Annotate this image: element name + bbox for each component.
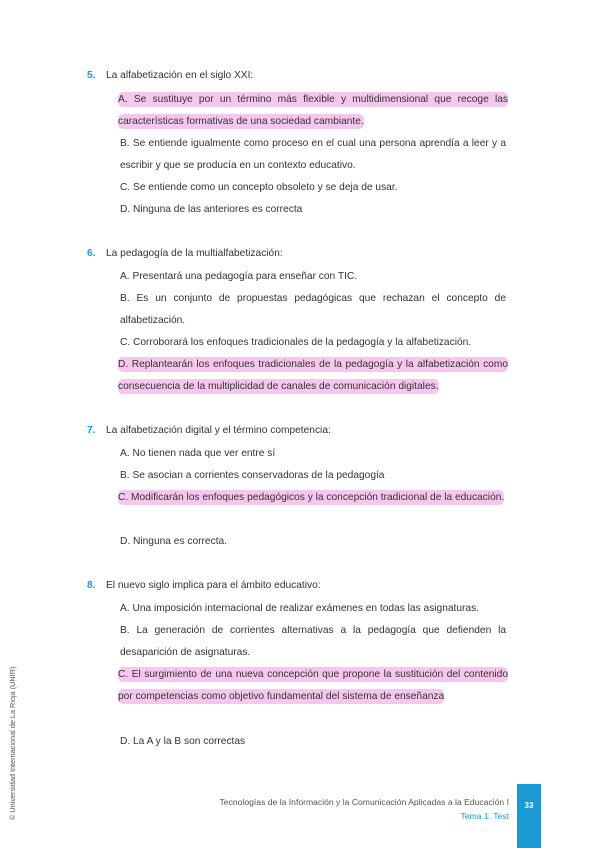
question-6-option-d[interactable]: D. Replantearán los enfoques tradicionales de la pedagogía y la alfabetización como consecuencia de la multiplicidad de canales de comunicación digitales. (118, 359, 508, 392)
question-7-option-c[interactable]: C. Modificarán los enfoques pedagógicos y la concepción tradicional de la educación. (118, 492, 505, 503)
question-7-option-d[interactable]: D. Ninguna es correcta. (120, 536, 228, 547)
footer-course-title: Tecnologías de la Información y la Comunicación Aplicadas a la Educación I (219, 797, 509, 807)
question-6-option-c[interactable]: C. Corroborará los enfoques tradicionales de la pedagogía y la alfabetización. (120, 337, 472, 348)
page-number-tab (517, 784, 541, 848)
question-5-option-d[interactable]: D. Ninguna de las anteriores es correcta (120, 204, 303, 215)
footer-tema: Tema 1. Test (460, 811, 509, 821)
question-7-option-b[interactable]: B. Se asocian a corrientes conservadoras de la pedagogía (120, 470, 385, 481)
question-8-option-a[interactable]: A. Una imposición internacional de realizar exámenes en todas las asignaturas. (120, 603, 480, 614)
question-6-option-a[interactable]: A. Presentará una pedagogía para enseñar con TIC. (120, 271, 358, 282)
question-7-option-a[interactable]: A. No tienen nada que ver entre sí (120, 448, 276, 459)
page-number: 33 (524, 801, 534, 810)
copyright-notice: © Universidad Internacional de La Rioja (UNIR) (8, 666, 17, 820)
question-5-option-b[interactable]: B. Se entiende igualmente como proceso en el cual una persona aprendía a leer y a escribir y que se producía en un contexto educativo. (120, 138, 506, 171)
question-5-title: 5. La alfabetización en el siglo XXI: (87, 70, 254, 81)
question-8-option-b[interactable]: B. La generación de corrientes alternativas a la pedagogía que defienden la desaparición de asignaturas. (120, 625, 506, 658)
question-6-option-b[interactable]: B. Es un conjunto de propuestas pedagógicas que rechazan el concepto de alfabetización. (120, 293, 506, 326)
question-5-option-a[interactable]: A. Se sustituye por un término más flexible y multidimensional que recoge las características formativas de una sociedad cambiante. (118, 94, 508, 127)
question-8-option-c[interactable]: C. El surgimiento de una nueva concepción que propone la sustitución del contenido por competencias como objetivo fundamental del sistema de enseñanza (118, 669, 508, 702)
question-5-option-c[interactable]: C. Se entiende como un concepto obsoleto y se deja de usar. (120, 182, 398, 193)
question-8-option-d[interactable]: D. La A y la B son correctas (120, 736, 246, 747)
question-7-title: 7. La alfabetización digital y el término competencia: (87, 425, 331, 436)
question-8-title: 8. El nuevo siglo implica para el ámbito educativo: (87, 580, 321, 591)
question-6-title: 6. La pedagogía de la multialfabetización: (87, 248, 283, 259)
